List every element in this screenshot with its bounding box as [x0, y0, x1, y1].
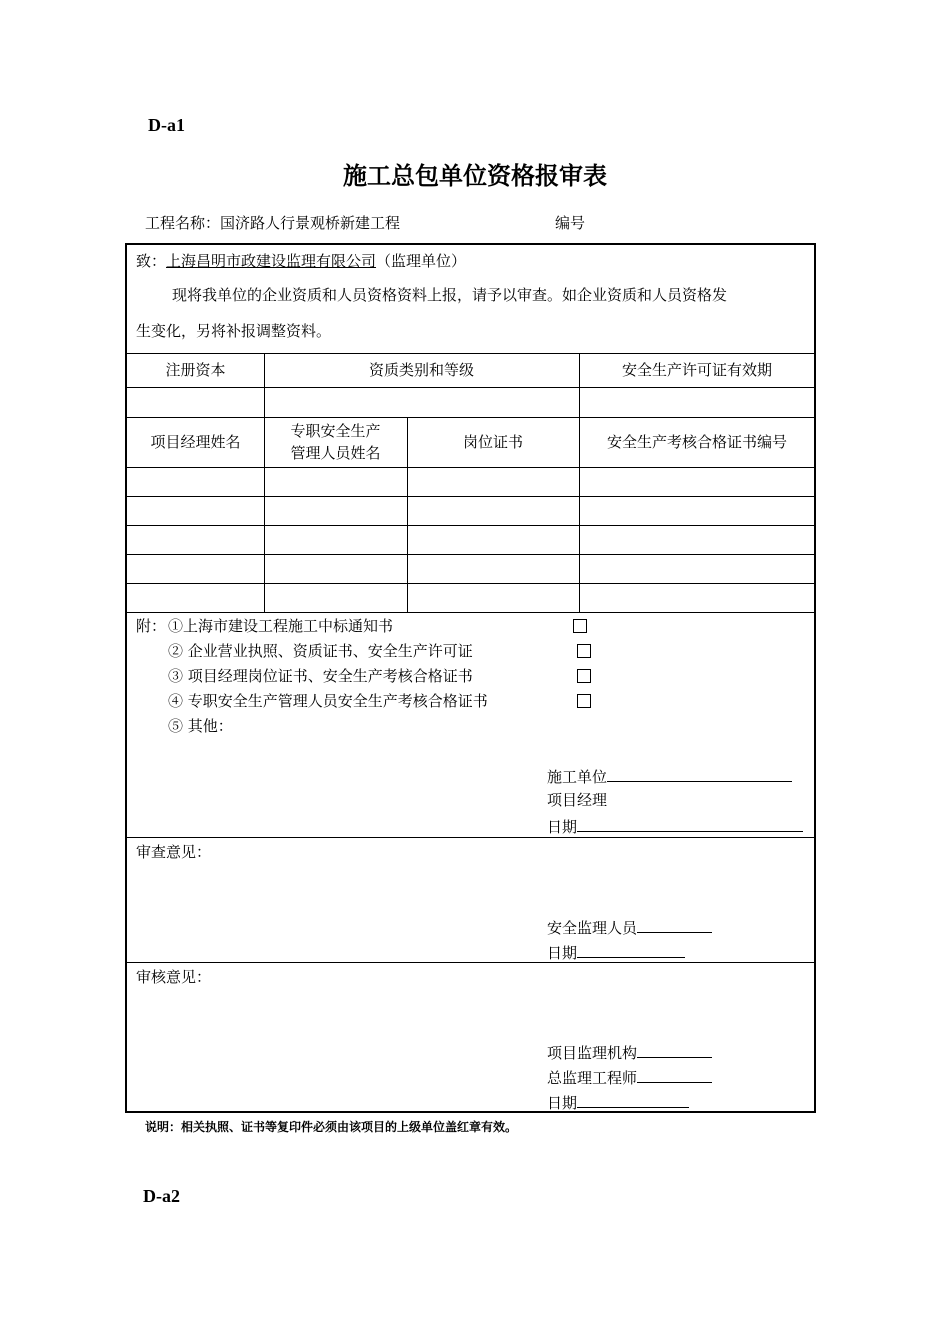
attachment-checkbox[interactable] [577, 694, 591, 708]
contractor-date-label: 日期 [547, 818, 578, 836]
date-line[interactable] [577, 1091, 689, 1108]
addressee-name: 上海昌明市政建设监理有限公司 [166, 252, 377, 270]
attachment-item: ①上海市建设工程施工中标通知书 [168, 617, 394, 635]
header-pm-name: 项目经理姓名 [150, 433, 241, 451]
form-code-bottom: D-a2 [143, 1186, 180, 1206]
addressee-line [136, 251, 466, 271]
approval-chief-label: 总监理工程师 [547, 1069, 638, 1087]
review-inspector-label: 安全监理人员 [547, 919, 638, 937]
grid-line [127, 496, 814, 497]
page-title: 施工总包单位资格报审表 [343, 162, 607, 190]
contractor-unit-field [547, 765, 792, 787]
grid-line [127, 525, 814, 526]
review-date-label: 日期 [547, 944, 578, 962]
header-safety-staff-line1: 专职安全生产 [290, 422, 381, 440]
review-label: 审查意见： [136, 843, 212, 861]
review-date-field [547, 941, 685, 963]
number-label: 编号 [555, 214, 586, 232]
header-qualification: 资质类别和等级 [368, 361, 474, 379]
grid-line [127, 387, 814, 388]
contractor-date-field [547, 815, 803, 837]
contractor-pm-label: 项目经理 [547, 791, 608, 809]
attachment-item: ② 企业营业执照、资质证书、安全生产许可证 [168, 642, 473, 660]
signature-line[interactable] [637, 916, 712, 933]
signature-line[interactable] [607, 765, 792, 782]
form-code-top: D-a1 [148, 115, 185, 135]
attachment-item: ⑤ 其他： [168, 717, 233, 735]
header-registered-capital: 注册资本 [165, 361, 226, 379]
review-inspector-field [547, 916, 712, 938]
qualification-form [125, 243, 816, 1113]
attachment-checkbox[interactable] [577, 669, 591, 683]
signature-line[interactable] [637, 1041, 712, 1058]
addressee-prefix: 致： [136, 252, 167, 270]
signature-line[interactable] [637, 1066, 712, 1083]
approval-date-field [547, 1091, 689, 1113]
approval-chief-field [547, 1066, 712, 1088]
header-safety-staff-line2: 管理人员姓名 [290, 444, 381, 462]
header-safety-staff [264, 417, 407, 467]
date-line[interactable] [577, 815, 803, 832]
intro-text-line2: 生变化，另将补报调整资料。 [136, 322, 332, 340]
attachment-item: ④ 专职安全生产管理人员安全生产考核合格证书 [168, 692, 488, 710]
header-safety-license: 安全生产许可证有效期 [621, 361, 772, 379]
grid-line [127, 467, 814, 468]
grid-line [127, 837, 814, 838]
date-line[interactable] [577, 941, 685, 958]
grid-line [264, 353, 265, 612]
header-safety-cert-no: 安全生产考核合格证书编号 [606, 433, 787, 451]
grid-line [127, 554, 814, 555]
contractor-unit-label: 施工单位 [547, 768, 608, 786]
grid-line [579, 353, 580, 612]
attachment-checkbox[interactable] [577, 644, 591, 658]
project-name: 工程名称：国济路人行景观桥新建工程 [145, 214, 401, 232]
attachments-prefix: 附： [136, 617, 167, 635]
approval-label: 审核意见： [136, 968, 212, 986]
attachment-item: ③ 项目经理岗位证书、安全生产考核合格证书 [168, 667, 473, 685]
approval-agency-field [547, 1041, 712, 1063]
grid-line [127, 962, 814, 963]
attachment-checkbox[interactable] [573, 619, 587, 633]
intro-text-line1: 现将我单位的企业资质和人员资格资料上报，请予以审查。如企业资质和人员资格发 [172, 286, 728, 304]
approval-agency-label: 项目监理机构 [547, 1044, 638, 1062]
grid-line [127, 612, 814, 613]
footnote: 说明：相关执照、证书等复印件必须由该项目的上级单位盖红章有效。 [145, 1120, 518, 1134]
grid-line [127, 583, 814, 584]
addressee-suffix: （监理单位） [376, 252, 467, 270]
approval-date-label: 日期 [547, 1094, 578, 1112]
header-post-cert: 岗位证书 [462, 433, 523, 451]
